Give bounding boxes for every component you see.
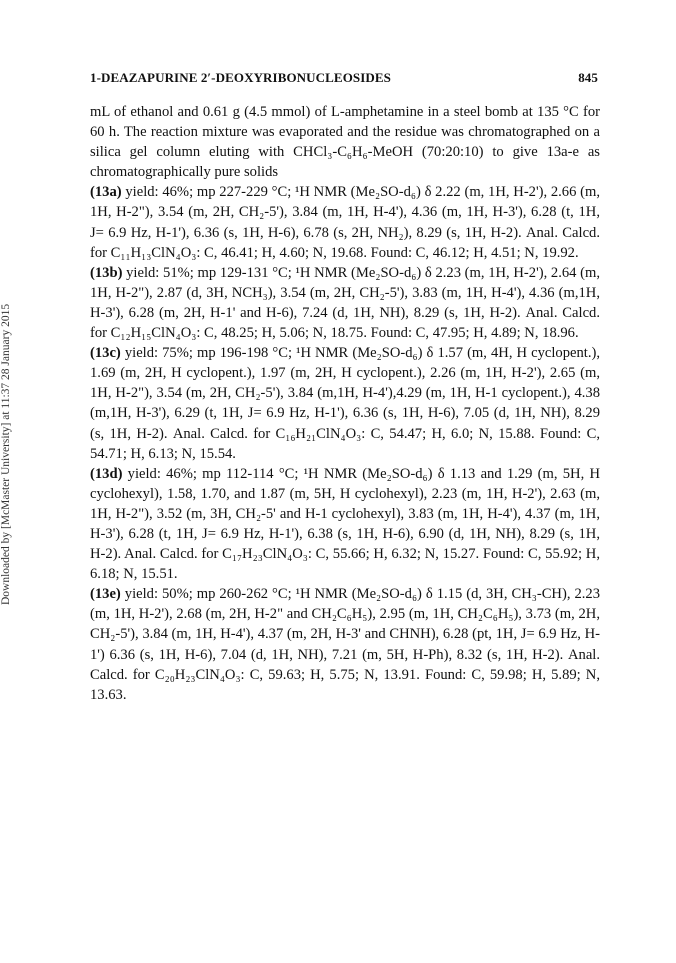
paragraph-text: yield: 51%; mp 129-131 °C; ¹H NMR (Me₂SO-d₆) δ 2.23 (m, 1H, H-2'), 2.64 (m, 1H, H-2"), 2.87 (d, 3H, NCH₃), 3.54 (m, 2H, CH₂-5'), 3.83 (m, 1H, H-4'), 4.36 (m,1H, H-3'), 6.28 (m, 2H, H-1' and H-6), 7.24 (d, 1H, NH), 8.29 (s, 1H, H-2). Anal. Calcd. for C₁₂H₁₅ClN₄O₃: C, 48.25; H, 5.06; N, 18.75. Found: C, 47.95; H, 4.89; N, 18.96. (90, 264, 600, 342)
paragraph-13b (90, 263, 600, 343)
paragraph-text: yield: 46%; mp 112-114 °C; ¹H NMR (Me₂SO-d₆) δ 1.13 and 1.29 (m, 5H, H cyclohexyl), 1.58, 1.70, and 1.87 (m, 5H, H cyclohexyl), 2.23 (m, 1H, H-2'), 2.63 (m, 1H, H-2"), 3.52 (m, 3H, CH₂-5' and H-1 cyclohexyl), 3.83 (m, 1H, H-4'), 4.37 (m, 1H, H-3'), 6.28 (t, 1H, J= 6.9 Hz, H-1'), 6.38 (s, 1H, H-6), 6.90 (d, 1H, NH), 8.29 (s, 1H, H-2). Anal. Calcd. for C₁₇H₂₃ClN₄O₃: C, 55.66; H, 6.32; N, 15.27. Found: C, 55.92; H, 6.18; N, 15.51. (90, 465, 600, 583)
paragraph-13d (90, 464, 600, 585)
paragraph-text: yield: 46%; mp 227-229 °C; ¹H NMR (Me₂SO-d₆) δ 2.22 (m, 1H, H-2'), 2.66 (m, 1H, H-2"), 3.54 (m, 2H, CH₂-5'), 3.84 (m, 1H, H-4'), 4.36 (m, 1H, H-3'), 6.28 (t, 1H, J= 6.9 Hz, H-1'), 6.36 (s, 1H, H-6), 6.78 (s, 2H, NH₂), 8.29 (s, 1H, H-2). Anal. Calcd. for C₁₁H₁₃ClN₄O₃: C, 46.41; H, 4.60; N, 19.68. Found: C, 46.12; H, 4.51; N, 19.92. (90, 184, 600, 261)
compound-label: (13d) (90, 465, 123, 482)
article-body (90, 102, 600, 705)
page-number: 845 (578, 70, 598, 85)
download-note: Downloaded by [McMaster University] at 11:37 28 January 2015 (0, 303, 12, 605)
page-header (90, 70, 598, 86)
compound-label: (13c) (90, 345, 121, 362)
paragraph-text: mL of ethanol and 0.61 g (4.5 mmol) of L-amphetamine in a steel bomb at 135 °C for 60 h. The reaction mixture was evaporated and the residue was chromatographed on a silica gel column eluting with CHCl₃-C₆H₆-MeOH (70:20:10) to give 13a-e as chromatographically pure solids (90, 104, 600, 181)
compound-label: (13a) (90, 184, 122, 201)
paragraph-intro (90, 102, 600, 182)
paragraph-text: yield: 50%; mp 260-262 °C; ¹H NMR (Me₂SO-d₆) δ 1.15 (d, 3H, CH₃-CH), 2.23 (m, 1H, H-2'), 2.68 (m, 2H, H-2" and CH₂C₆H₅), 2.95 (m, 1H, CH₂C₆H₅), 3.73 (m, 2H, CH₂-5'), 3.84 (m, 1H, H-4'), 4.37 (m, 2H, H-3' and CHNH), 6.28 (pt, 1H, J= 6.9 Hz, H-1') 6.36 (s, 1H, H-6), 7.04 (d, 1H, NH), 7.21 (m, 5H, H-Ph), 8.32 (s, 1H, H-2). Anal. Calcd. for C₂₀H₂₃ClN₄O₃: C, 59.63; H, 5.75; N, 13.91. Found: C, 59.98; H, 5.89; N, 13.63. (90, 586, 600, 703)
paragraph-13a (90, 182, 600, 262)
paragraph-13e (90, 584, 600, 705)
paragraph-13c (90, 343, 600, 464)
compound-label: (13e) (90, 586, 121, 603)
running-title: 1-DEAZAPURINE 2′-DEOXYRIBONUCLEOSIDES (90, 70, 391, 85)
paragraph-text: yield: 75%; mp 196-198 °C; ¹H NMR (Me₂SO-d₆) δ 1.57 (m, 4H, H cyclopent.), 1.69 (m, 2H, H cyclopent.), 1.97 (m, 2H, H cyclopent.), 2.26 (m, 1H, H-2'), 2.65 (m, 1H, H-2"), 3.54 (m, 2H, CH₂-5'), 3.84 (m,1H, H-4'),4.29 (m, 1H, H-1 cyclopent.), 4.38 (m,1H, H-3'), 6.29 (t, 1H, J= 6.9 Hz, H-1'), 6.36 (s, 1H, H-6), 7.05 (d, 1H, NH), 8.29 (s, 1H, H-2). Anal. Calcd. for C₁₆H₂₁ClN₄O₃: C, 54.47; H, 6.0; N, 15.88. Found: C, 54.71; H, 6.13; N, 15.54. (90, 345, 600, 462)
compound-label: (13b) (90, 264, 123, 281)
download-watermark (0, 303, 12, 605)
